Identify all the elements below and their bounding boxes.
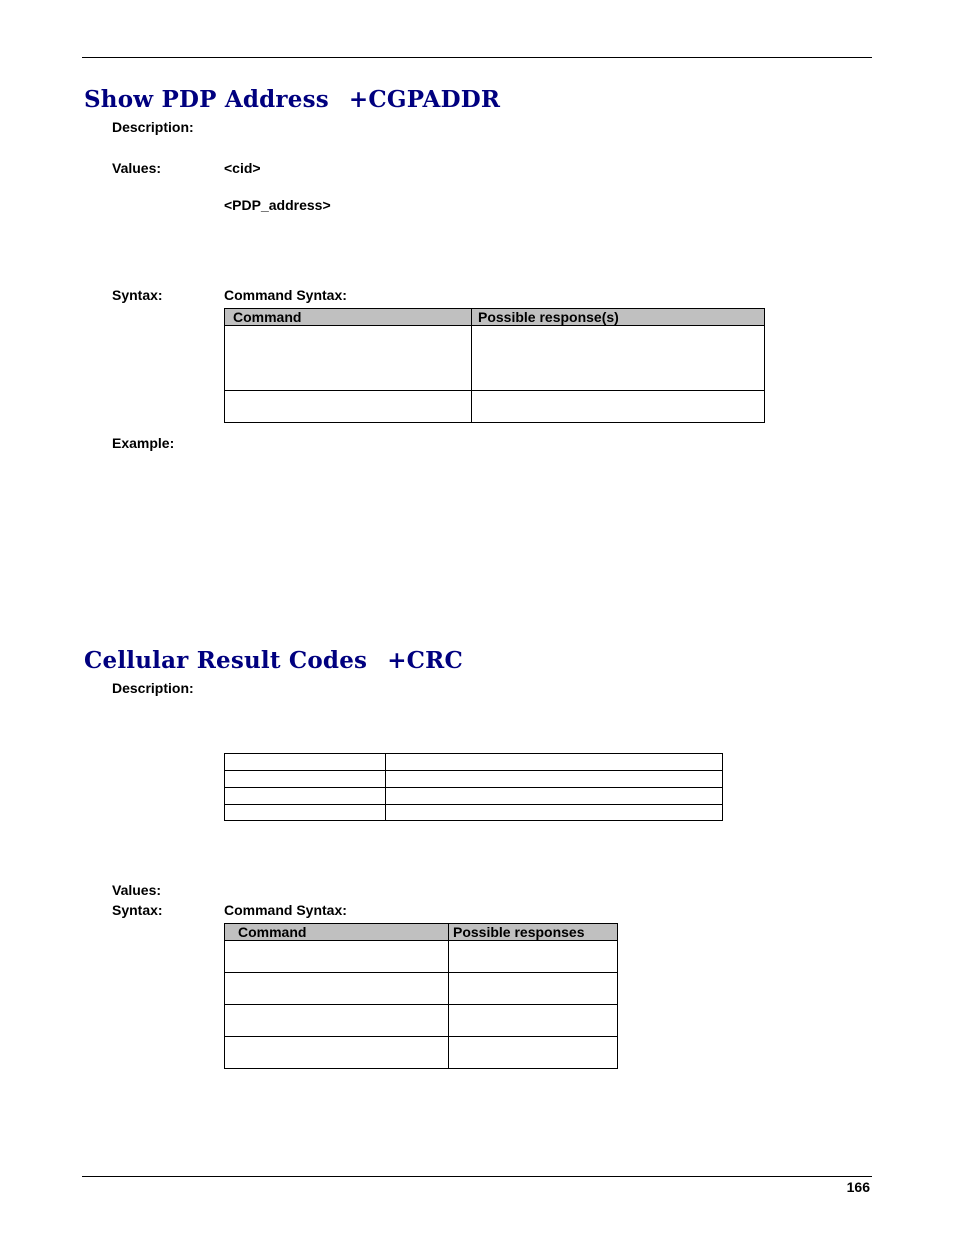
header-rule [82, 57, 872, 58]
command-syntax-label: Command Syntax: [224, 287, 347, 303]
section-title-show-pdp-address [84, 86, 500, 113]
table-row [225, 771, 723, 788]
description-label: Description: [112, 680, 194, 696]
section-command: +CGPADDR [348, 86, 501, 113]
section-title-cellular-result-codes [84, 647, 463, 674]
command-syntax-table [224, 308, 765, 423]
example-label: Example: [112, 435, 175, 451]
values-label: Values: [112, 882, 162, 898]
footer-rule [82, 1176, 872, 1177]
page-number: 166 [846, 1179, 870, 1195]
table-row [225, 973, 618, 1005]
table-row [225, 1037, 618, 1069]
section-title-text: Show PDP Address [84, 86, 329, 113]
table-row [225, 1005, 618, 1037]
syntax-label: Syntax: [112, 902, 163, 918]
table-header-command: Command [225, 309, 472, 326]
table-header-responses: Possible response(s) [472, 309, 765, 326]
table-row [225, 326, 765, 391]
value-pdp-address: <PDP_address> [224, 197, 331, 213]
description-label: Description: [112, 119, 194, 135]
section-command: +CRC [387, 647, 464, 674]
syntax-label: Syntax: [112, 287, 163, 303]
command-syntax-table [224, 923, 618, 1069]
table-header-responses: Possible responses [449, 924, 618, 941]
table-row [225, 805, 723, 821]
table-header-command: Command [225, 924, 449, 941]
value-cid: <cid> [224, 160, 261, 176]
section-title-text: Cellular Result Codes [84, 647, 368, 674]
table-row [225, 941, 618, 973]
result-codes-table [224, 753, 723, 821]
table-row [225, 788, 723, 805]
values-label: Values: [112, 160, 162, 176]
table-row [225, 754, 723, 771]
command-syntax-label: Command Syntax: [224, 902, 347, 918]
table-row [225, 391, 765, 423]
